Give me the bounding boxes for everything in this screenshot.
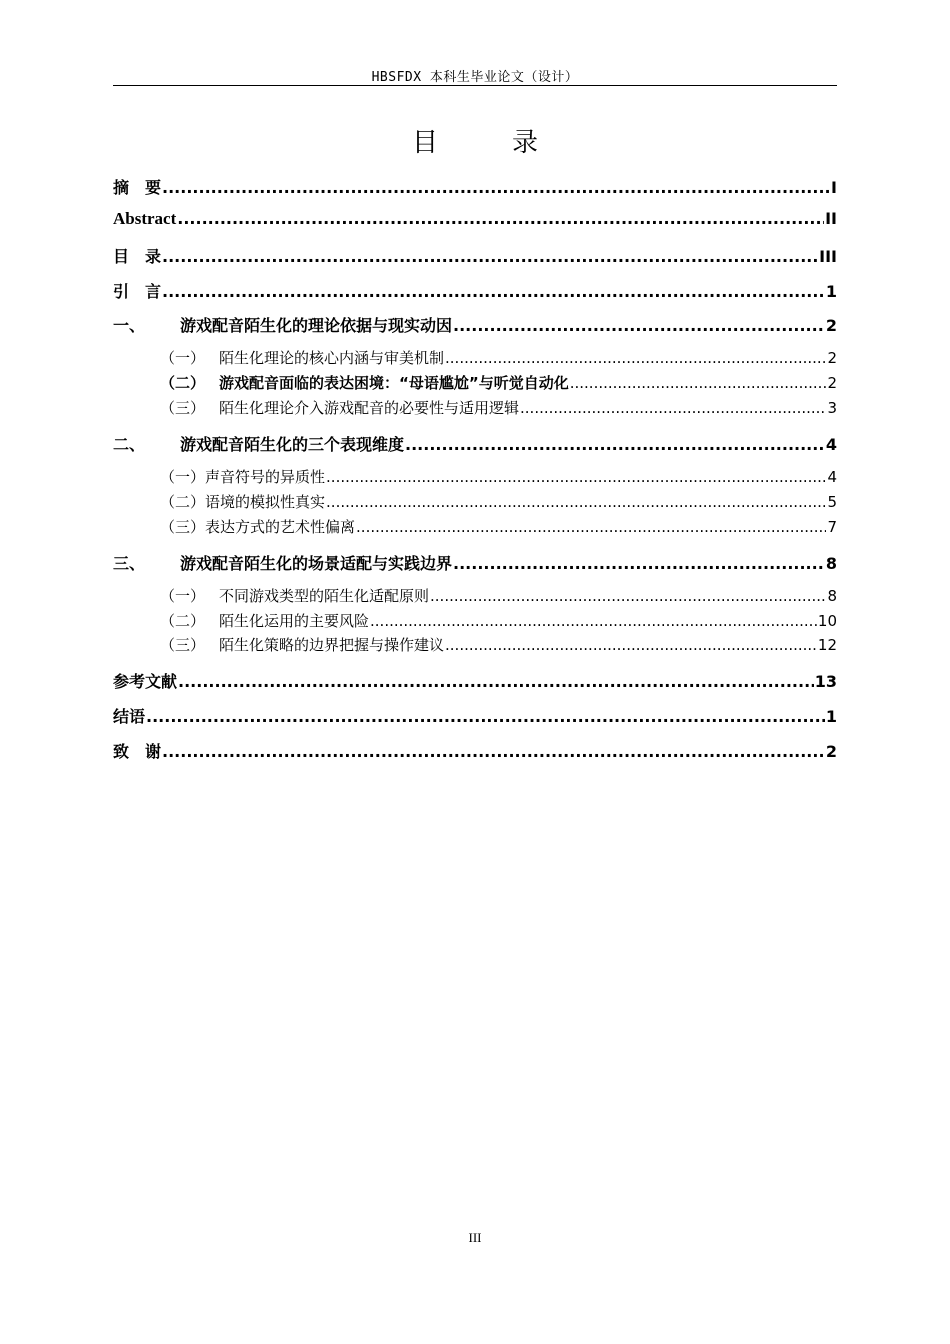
- toc-entry-title: 引 言: [113, 282, 162, 301]
- toc-entry-section-3-2[interactable]: [160, 610, 837, 631]
- toc-entry-title: 声音符号的异质性: [205, 468, 326, 486]
- dot-leader: [162, 742, 825, 761]
- toc-entry-page: 4: [825, 435, 837, 454]
- toc-entry-page: 10: [817, 612, 837, 630]
- toc-entry-number: 三、: [113, 554, 146, 573]
- toc-entry-page: 8: [825, 554, 837, 573]
- dot-leader: [177, 209, 824, 228]
- toc-entry-abstract-cn[interactable]: [113, 175, 837, 198]
- dot-leader: [326, 468, 826, 486]
- toc-entry-number: （一）: [160, 587, 206, 605]
- dot-leader: [445, 636, 817, 654]
- toc-entry-page: 1: [825, 282, 837, 301]
- dot-leader: [162, 178, 830, 197]
- toc-entry-page: III: [819, 247, 837, 266]
- dot-leader: [162, 282, 825, 301]
- toc-entry-number: 一、: [113, 316, 146, 335]
- dot-leader: [430, 587, 826, 605]
- toc-entry-introduction[interactable]: [113, 279, 837, 302]
- toc-entry-page: 2: [825, 316, 837, 335]
- toc-entry-title: 游戏配音陌生化的理论依据与现实动因: [180, 316, 453, 335]
- toc-entry-section-2-2[interactable]: [160, 491, 837, 512]
- running-header: HBSFDX 本科生毕业论文（设计）: [371, 70, 579, 85]
- toc-entry-number: （三）: [160, 636, 206, 654]
- toc-entry-section-3-3[interactable]: [160, 634, 837, 655]
- toc-entry-number: （二）: [160, 612, 206, 630]
- toc-entry-abstract-en[interactable]: [113, 209, 837, 229]
- toc-entry-section-2-3[interactable]: [160, 516, 837, 537]
- toc-entry-page: 5: [827, 493, 837, 511]
- toc-entry-page: 2: [827, 374, 837, 392]
- toc-entry-number: （三）: [160, 399, 206, 417]
- toc-entry-title: 游戏配音陌生化的三个表现维度: [180, 435, 405, 454]
- dot-leader: [370, 612, 817, 630]
- toc-entry-page: 8: [827, 587, 837, 605]
- dot-leader: [405, 435, 825, 454]
- dot-leader: [453, 554, 825, 573]
- toc-entry-page: 7: [827, 518, 837, 536]
- toc-entry-number: （一）: [160, 468, 206, 486]
- dot-leader: [453, 316, 825, 335]
- dot-leader: [326, 493, 826, 511]
- toc-entry-page: 3: [827, 399, 837, 417]
- toc-entry-title: 游戏配音面临的表达困境：“母语尴尬”与听觉自动化: [219, 374, 569, 392]
- toc-entry-conclusion[interactable]: [113, 704, 837, 727]
- dot-leader: [445, 349, 826, 367]
- toc-entry-chapter-2[interactable]: [113, 432, 837, 455]
- toc-entry-page: 13: [814, 672, 837, 691]
- toc-entry-title: 陌生化理论介入游戏配音的必要性与适用逻辑: [219, 399, 520, 417]
- toc-entry-title: 游戏配音陌生化的场景适配与实践边界: [180, 554, 453, 573]
- toc-entry-section-1-2[interactable]: [160, 372, 837, 393]
- toc-entry-title: 陌生化策略的边界把握与操作建议: [219, 636, 445, 654]
- toc-entry-section-3-1[interactable]: [160, 585, 837, 606]
- toc-entry-title: 摘 要: [113, 178, 162, 197]
- toc-entry-acknowledgements[interactable]: [113, 739, 837, 762]
- toc-entry-contents[interactable]: [113, 244, 837, 267]
- toc-entry-title: 陌生化运用的主要风险: [219, 612, 370, 630]
- toc-entry-chapter-1[interactable]: [113, 313, 837, 336]
- toc-entry-page: 2: [825, 742, 837, 761]
- dot-leader: [356, 518, 826, 536]
- dot-leader: [178, 672, 814, 691]
- toc-entry-title: 目 录: [113, 247, 162, 266]
- header-rule: [113, 85, 837, 86]
- toc-title: 目 录: [411, 128, 562, 158]
- toc-entry-section-1-1[interactable]: [160, 347, 837, 368]
- toc-entry-title: 语境的模拟性真实: [205, 493, 326, 511]
- toc-entry-title: 结语: [113, 707, 146, 726]
- toc-entry-page: I: [831, 178, 837, 197]
- toc-entry-page: 12: [817, 636, 837, 654]
- toc-entry-page: 4: [827, 468, 837, 486]
- dot-leader: [570, 374, 827, 392]
- toc-entry-number: （一）: [160, 349, 206, 367]
- toc-entry-page: 2: [827, 349, 837, 367]
- toc-entry-section-1-3[interactable]: [160, 397, 837, 418]
- toc-entry-title: 不同游戏类型的陌生化适配原则: [219, 587, 430, 605]
- toc-entry-section-2-1[interactable]: [160, 466, 837, 487]
- toc-entry-page: 1: [825, 707, 837, 726]
- toc-entry-title: 表达方式的艺术性偏离: [205, 518, 356, 536]
- dot-leader: [520, 399, 826, 417]
- dot-leader: [162, 247, 818, 266]
- dot-leader: [146, 707, 825, 726]
- toc-entry-title: Abstract: [113, 209, 177, 228]
- toc-entry-number: （二）: [160, 374, 206, 392]
- toc-entry-number: （三）: [160, 518, 206, 536]
- toc-entry-title: 陌生化理论的核心内涵与审美机制: [219, 349, 445, 367]
- toc-entry-chapter-3[interactable]: [113, 551, 837, 574]
- toc-entry-page: II: [825, 209, 837, 228]
- toc-entry-number: （二）: [160, 493, 206, 511]
- toc-entry-references[interactable]: [113, 669, 837, 692]
- page-number: III: [468, 1230, 482, 1245]
- toc-entry-title: 致 谢: [113, 742, 162, 761]
- toc-entry-title: 参考文献: [113, 672, 178, 691]
- toc-entry-number: 二、: [113, 435, 146, 454]
